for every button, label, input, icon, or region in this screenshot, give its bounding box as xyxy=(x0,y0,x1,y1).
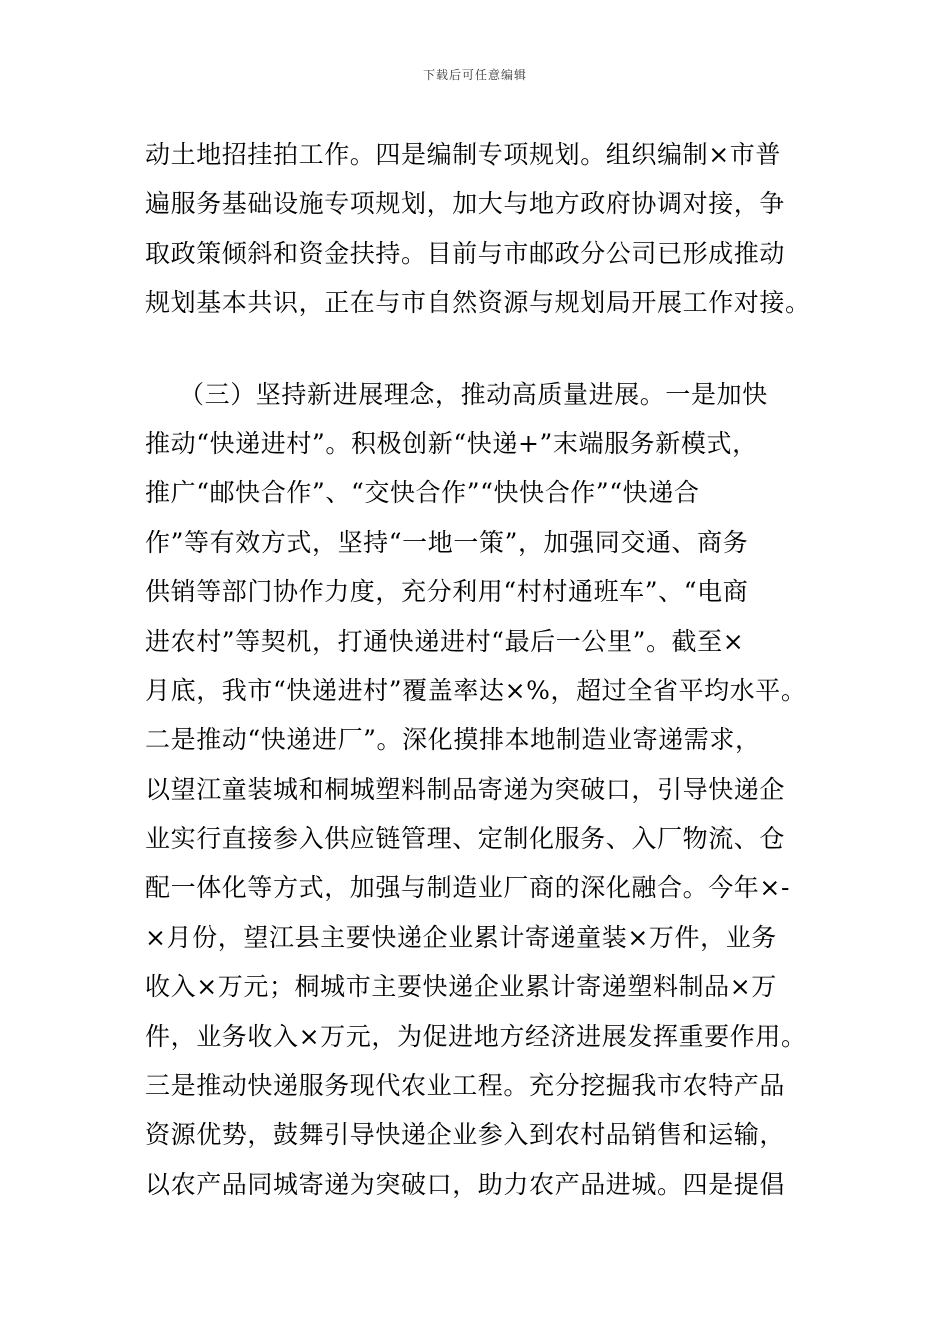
text-line: 二是推动“快递进厂”。深化摸排本地制造业寄递需求， xyxy=(145,725,761,755)
text-line: 取政策倾斜和资金扶持。目前与市邮政分公司已形成推动 xyxy=(145,238,786,268)
text-line: 供销等部门协作力度，充分利用“村村通班车”、“电商 xyxy=(145,577,749,607)
text-line: 三是推动快递服务现代农业工程。充分挖掘我市农特产品 xyxy=(145,1071,786,1101)
text-line: 以望江童装城和桐城塑料制品寄递为突破口，引导快递企 xyxy=(145,774,786,804)
text-line: 遍服务基础设施专项规划，加大与地方政府协调对接，争 xyxy=(145,189,786,219)
text-line: 作”等有效方式，坚持“一地一策”，加强同交通、商务 xyxy=(145,527,749,557)
page-header: 下载后可任意编辑 xyxy=(422,68,527,82)
text-line: （三）坚持新进展理念，推动高质量进展。一是加快 xyxy=(179,379,768,409)
text-line: 收入×万元；桐城市主要快递企业累计寄递塑料制品×万 xyxy=(145,972,777,1002)
text-line: 规划基本共识，正在与市自然资源与规划局开展工作对接。 xyxy=(145,288,811,318)
text-line: 推广“邮快合作”、“交快合作”“快快合作”“快递合 xyxy=(145,478,700,508)
text-line: 配一体化等方式，加强与制造业厂商的深化融合。今年×- xyxy=(145,873,790,903)
text-line: 件，业务收入×万元，为促进地方经济进展发挥重要作用。 xyxy=(145,1021,807,1051)
text-line: 以农产品同城寄递为突破口，助力农产品进城。四是提倡 xyxy=(145,1169,786,1199)
text-line: 推动“快递进村”。积极创新“快递+”末端服务新模式， xyxy=(145,428,758,458)
paragraph-2 xyxy=(145,370,817,1210)
text-line: 业实行直接参入供应链管理、定制化服务、入厂物流、仓 xyxy=(145,824,786,854)
paragraph-1 xyxy=(145,130,817,328)
document-body xyxy=(145,130,817,1209)
text-line: 动土地招挂拍工作。四是编制专项规划。组织编制×市普 xyxy=(145,140,781,169)
text-line: ×月份，望江县主要快递企业累计寄递童装×万件，业务 xyxy=(145,922,777,952)
paragraph-gap xyxy=(145,328,817,370)
text-line: 月底，我市“快递进村”覆盖率达×%，超过全省平均水平。 xyxy=(145,675,807,705)
text-line: 资源优势，鼓舞引导快递企业参入到农村品销售和运输， xyxy=(145,1120,786,1150)
text-line: 进农村”等契机，打通快递进村“最后一公里”。截至× xyxy=(145,626,745,656)
